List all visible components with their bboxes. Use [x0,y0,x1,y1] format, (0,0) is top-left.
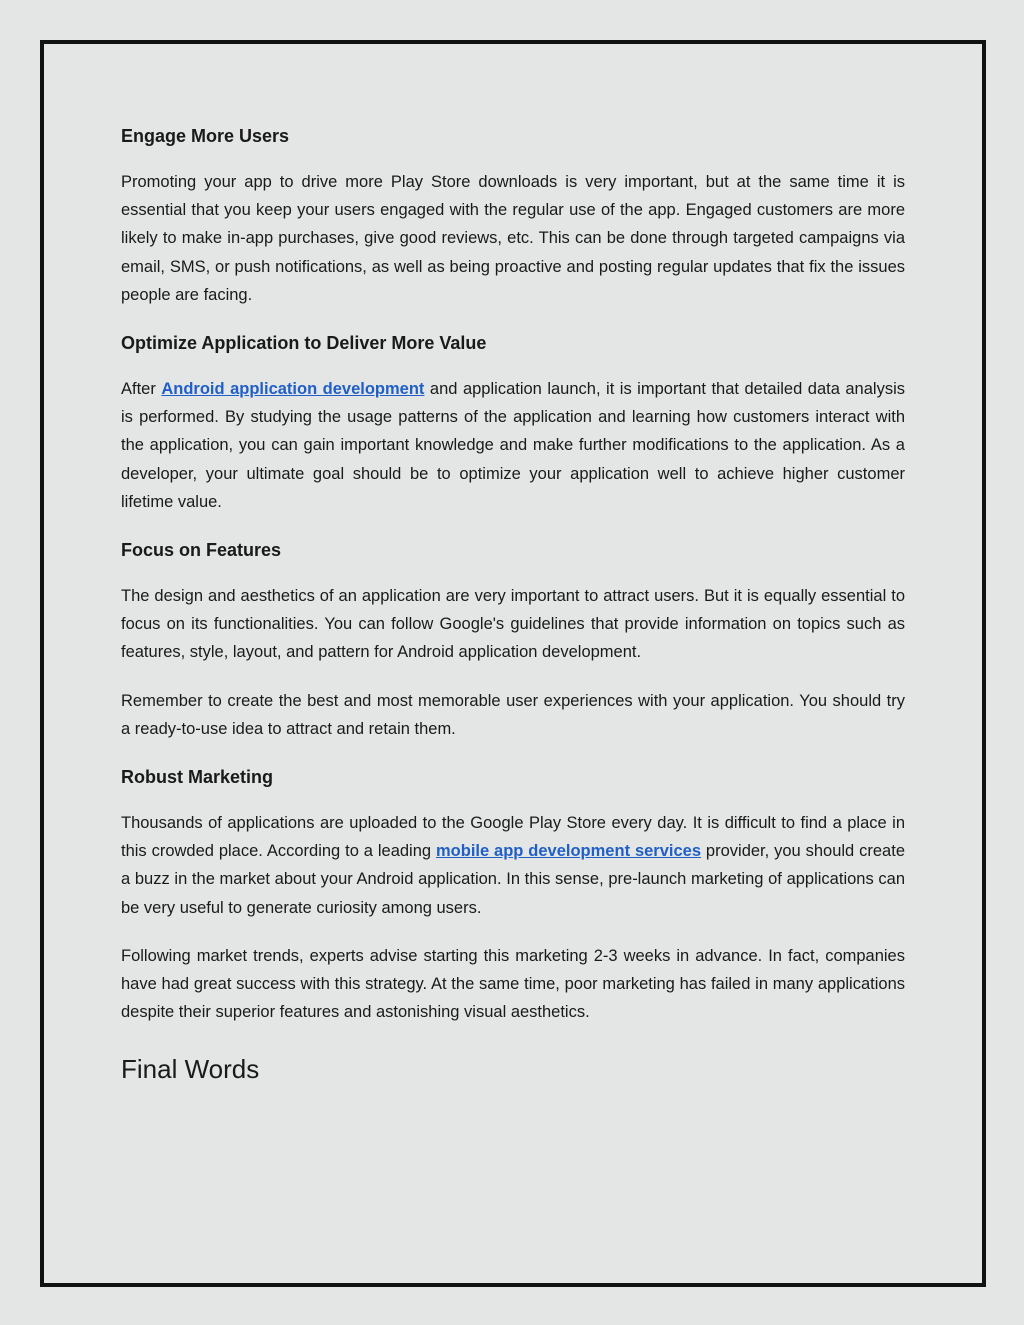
paragraph-optimize-application [121,375,905,516]
paragraph-text: Thousands of applications are uploaded to the Google Play Store every day. It is difficult to find a place in this crowded place. According to a leading [121,814,905,861]
paragraph-marketing-2: Following market trends, experts advise starting this marketing 2-3 weeks in advance. In fact, companies have had great success with this strategy. At the same time, poor marketing has failed in many applications despite their superior features and astonishing visual aesthetics. [121,946,905,1022]
paragraph-marketing-1 [121,809,905,922]
paragraph-text: provider, you should create a buzz in the market about your Android application. In this sense, pre-launch marketing of applications can be very useful to generate curiosity among users. [121,842,905,917]
android-app-development-link[interactable]: Android application development [161,380,425,399]
paragraph-text: After [121,380,162,399]
mobile-app-development-services-link[interactable]: mobile app development services [435,842,702,861]
paragraph-engage-users: Promoting your app to drive more Play Store downloads is very important, but at the same time it is essential that you keep your users engaged with the regular use of the app. Engaged customers are more likely to make in-app purchases, give good reviews, etc. This can be done through targeted campaigns via email, SMS, or push notifications, as well as being proactive and posting regular updates that fix the issues people are facing. [121,173,905,304]
heading-engage-more-users: Engage More Users [121,126,290,146]
paragraph-text: and application launch, it is important that detailed data analysis is performed. By studying the usage patterns of the application and learning how customers interact with the application, you can gain important knowledge and make further modifications to the application. As a developer, your ultimate goal should be to optimize your application well to achieve higher customer lifetime value. [121,380,905,511]
heading-optimize-application: Optimize Application to Deliver More Value [121,333,487,354]
page-frame [40,40,986,1287]
paragraph-features-2: Remember to create the best and most memorable user experiences with your application. You should try a ready-to-use idea to attract and retain them. [121,691,905,738]
paragraph-features-1: The design and aesthetics of an application are very important to attract users. But it is equally essential to focus on its functionalities. You can follow Google's guidelines that provide information on topics such as features, style, layout, and pattern for Android application development. [121,587,905,662]
heading-final-words: Final Words [121,1054,260,1085]
document-content [121,122,905,1086]
heading-robust-marketing: Robust Marketing [121,767,274,788]
heading-focus-on-features: Focus on Features [121,540,282,561]
